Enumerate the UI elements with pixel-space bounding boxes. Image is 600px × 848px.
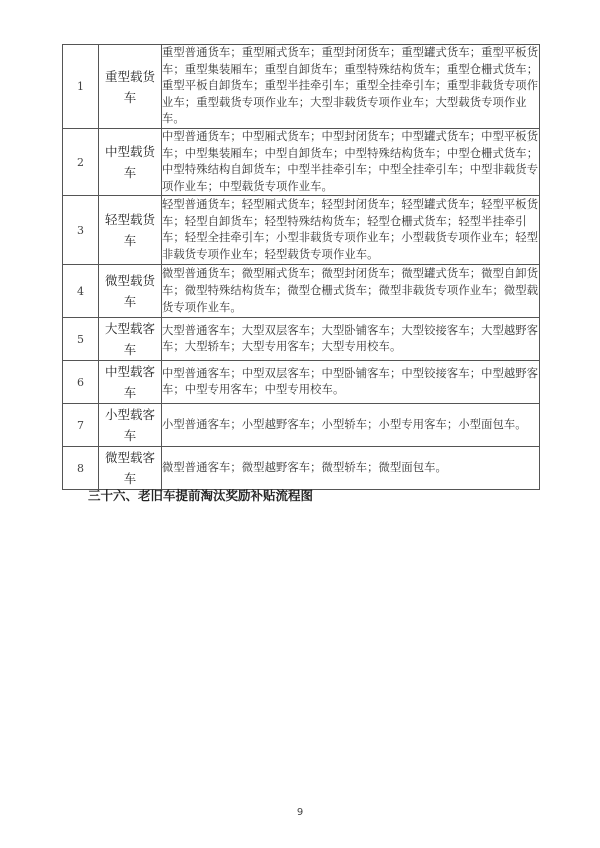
category-label: 中型载客车 [104,364,155,401]
category-label: 微型载客车 [104,450,155,487]
row-category [99,129,162,196]
row-index: 3 [63,196,99,265]
category-label: 轻型载货车 [104,212,155,249]
row-index: 7 [63,404,99,447]
category-label: 微型载货车 [104,273,155,310]
table-row [63,196,540,265]
row-index: 1 [63,45,99,129]
row-category [99,265,162,318]
section-heading: 三十六、老旧车提前淘汰奖励补贴流程图 [88,488,314,503]
row-index: 6 [63,361,99,404]
row-index: 4 [63,265,99,318]
category-label: 中型载货车 [104,144,155,181]
row-category [99,404,162,447]
row-models: 小型普通客车；小型越野客车；小型轿车；小型专用客车；小型面包车。 [162,404,540,447]
table-row [63,404,540,447]
row-models: 大型普通客车；大型双层客车；大型卧铺客车；大型铰接客车；大型越野客车；大型轿车；大型专用客车；大型专用校车。 [162,318,540,361]
row-index: 5 [63,318,99,361]
row-category [99,361,162,404]
vehicle-type-table [62,44,540,490]
row-models: 中型普通客车；中型双层客车；中型卧铺客车；中型铰接客车；中型越野客车；中型专用客车；中型专用校车。 [162,361,540,404]
table-row [63,129,540,196]
row-index: 8 [63,447,99,490]
table-row [63,45,540,129]
row-index: 2 [63,129,99,196]
table-row [63,361,540,404]
category-label: 小型载客车 [104,407,155,444]
row-models: 微型普通客车；微型越野客车；微型轿车；微型面包车。 [162,447,540,490]
table-row [63,447,540,490]
category-label: 大型载客车 [104,321,155,358]
row-category [99,447,162,490]
row-models: 中型普通货车；中型厢式货车；中型封闭货车；中型罐式货车；中型平板货车；中型集装厢车；中型自卸货车；中型特殊结构货车；中型仓栅式货车；中型特殊结构自卸货车；中型半挂牵引车；中型全挂牵引车；中型非载货专项作业车；中型载货专项作业车。 [162,129,540,196]
page-number: 9 [296,807,304,818]
table-row [63,265,540,318]
row-models: 轻型普通货车；轻型厢式货车；轻型封闭货车；轻型罐式货车；轻型平板货车；轻型自卸货车；轻型特殊结构货车；轻型仓栅式货车；轻型半挂牵引车；轻型全挂牵引车；小型非载货专项作业车；小型载货专项作业车；轻型非载货专项作业车；轻型载货专项作业车。 [162,196,540,265]
table-row [63,318,540,361]
row-models: 微型普通货车；微型厢式货车；微型封闭货车；微型罐式货车；微型自卸货车；微型特殊结构货车；微型仓栅式货车；微型非载货专项作业车；微型载货专项作业车。 [162,265,540,318]
row-models: 重型普通货车；重型厢式货车；重型封闭货车；重型罐式货车；重型平板货车；重型集装厢车；重型自卸货车；重型特殊结构货车；重型仓栅式货车；重型平板自卸货车；重型半挂牵引车；重型全挂牵引车；重型非载货专项作业车；重型载货专项作业车；大型非载货专项作业车；大型载货专项作业车。 [162,45,540,129]
category-label: 重型载货车 [104,68,155,105]
row-category [99,45,162,129]
row-category [99,196,162,265]
row-category [99,318,162,361]
